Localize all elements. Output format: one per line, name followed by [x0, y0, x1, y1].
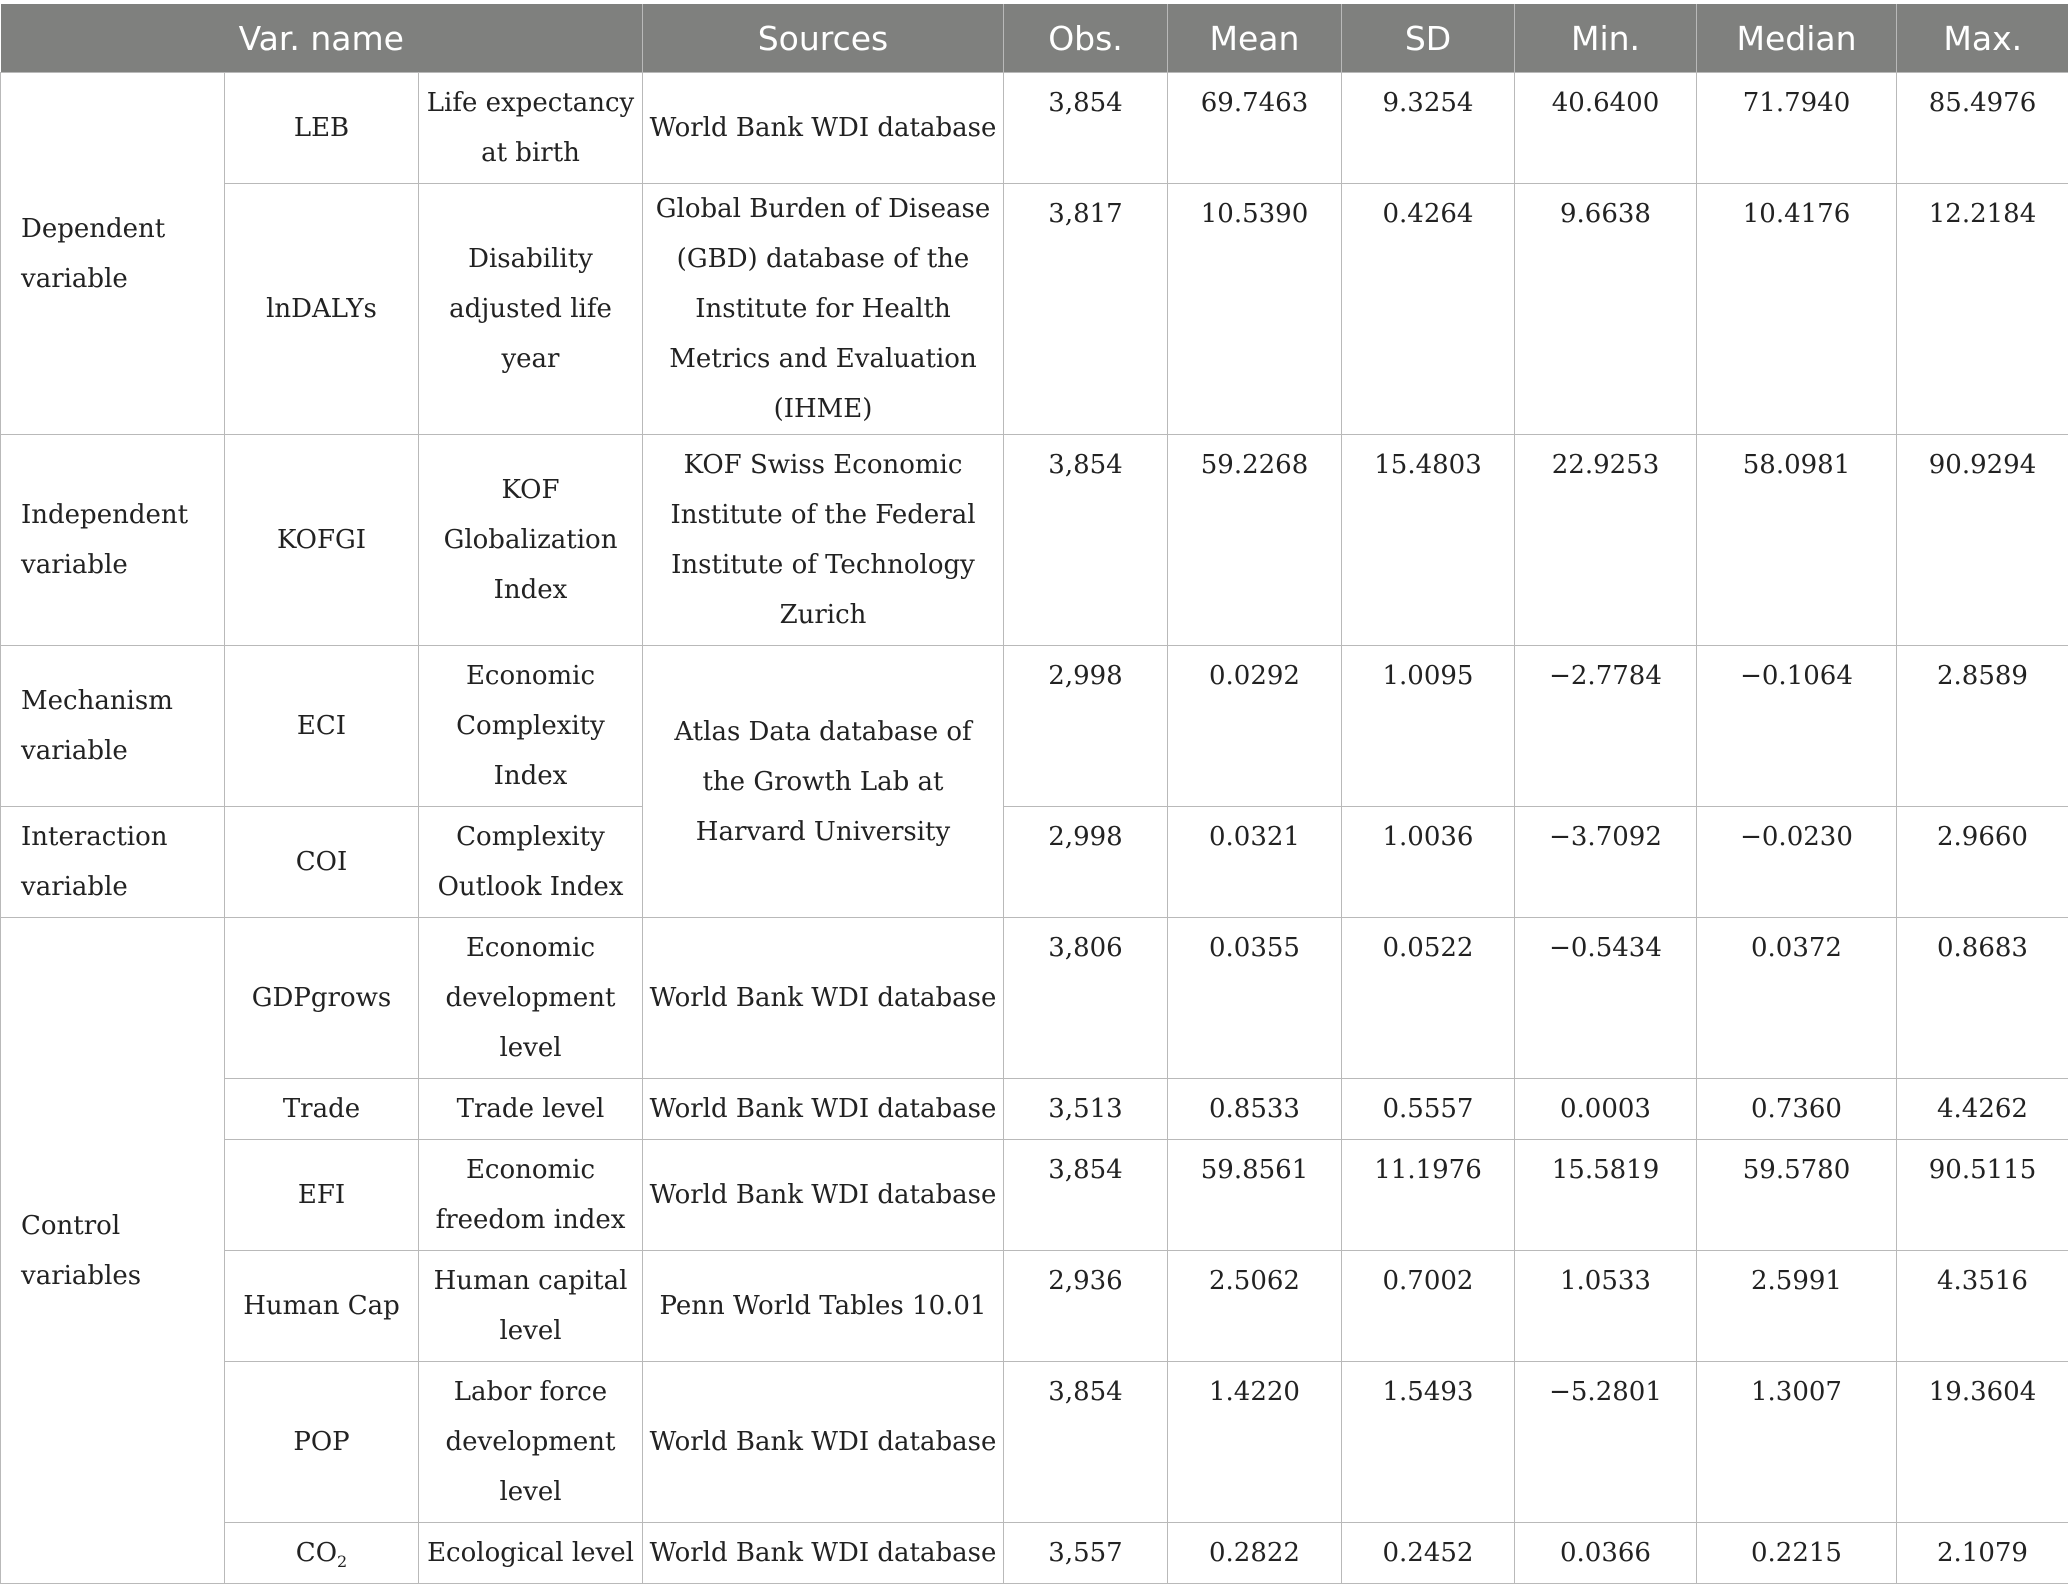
var-source: World Bank WDI database [643, 1523, 1004, 1584]
cell-sd: 0.5557 [1342, 1079, 1515, 1140]
var-source: World Bank WDI database [643, 1140, 1004, 1251]
cell-median: 0.2215 [1697, 1523, 1897, 1584]
var-desc: Economic development level [419, 918, 643, 1079]
var-desc: Economic freedom index [419, 1140, 643, 1251]
cell-max: 12.2184 [1897, 184, 2068, 435]
cell-max: 19.3604 [1897, 1362, 2068, 1523]
header-sd: SD [1342, 4, 1515, 73]
var-desc: Ecological level [419, 1523, 643, 1584]
var-desc: Life expectancy at birth [419, 73, 643, 184]
cell-sd: 0.0522 [1342, 918, 1515, 1079]
var-abbr: EFI [225, 1140, 419, 1251]
cell-max: 0.8683 [1897, 918, 2068, 1079]
cell-max: 2.1079 [1897, 1523, 2068, 1584]
header-median: Median [1697, 4, 1897, 73]
table-row [1, 73, 2068, 184]
cell-max: 2.9660 [1897, 807, 2068, 918]
var-abbr: LEB [225, 73, 419, 184]
cell-mean: 0.0321 [1168, 807, 1342, 918]
cell-mean: 1.4220 [1168, 1362, 1342, 1523]
category-mechanism: Mechanism variable [1, 646, 225, 807]
header-sources: Sources [643, 4, 1004, 73]
cell-median: 10.4176 [1697, 184, 1897, 435]
var-abbr: GDPgrows [225, 918, 419, 1079]
var-abbr: ECI [225, 646, 419, 807]
cell-median: −0.0230 [1697, 807, 1897, 918]
var-desc: KOF Globalization Index [419, 435, 643, 646]
cell-sd: 11.1976 [1342, 1140, 1515, 1251]
header-obs: Obs. [1004, 4, 1168, 73]
table-row [1, 184, 2068, 435]
cell-sd: 1.0036 [1342, 807, 1515, 918]
cell-sd: 1.5493 [1342, 1362, 1515, 1523]
var-abbr-text: CO [296, 1538, 337, 1568]
var-source: KOF Swiss Economic Institute of the Federal Institute of Technology Zurich [643, 435, 1004, 646]
var-abbr: COI [225, 807, 419, 918]
category-dependent: Dependent variable [1, 73, 225, 435]
cell-obs: 3,854 [1004, 435, 1168, 646]
cell-mean: 10.5390 [1168, 184, 1342, 435]
cell-median: 71.7940 [1697, 73, 1897, 184]
cell-obs: 3,513 [1004, 1079, 1168, 1140]
cell-max: 90.5115 [1897, 1140, 2068, 1251]
category-interaction: Interaction variable [1, 807, 225, 918]
cell-min: −2.7784 [1515, 646, 1697, 807]
cell-obs: 3,557 [1004, 1523, 1168, 1584]
header-max: Max. [1897, 4, 2068, 73]
var-source: Global Burden of Disease (GBD) database of the Institute for Health Metrics and Evaluation (IHME) [643, 184, 1004, 435]
cell-mean: 69.7463 [1168, 73, 1342, 184]
cell-sd: 0.7002 [1342, 1251, 1515, 1362]
cell-min: −0.5434 [1515, 918, 1697, 1079]
header-row [1, 4, 2068, 73]
cell-sd: 9.3254 [1342, 73, 1515, 184]
cell-obs: 2,936 [1004, 1251, 1168, 1362]
table-row [1, 1140, 2068, 1251]
var-desc: Labor force development level [419, 1362, 643, 1523]
var-abbr [225, 1523, 419, 1584]
var-abbr: lnDALYs [225, 184, 419, 435]
cell-sd: 15.4803 [1342, 435, 1515, 646]
cell-min: 0.0003 [1515, 1079, 1697, 1140]
table-row [1, 1079, 2068, 1140]
cell-mean: 0.0355 [1168, 918, 1342, 1079]
var-source: World Bank WDI database [643, 1362, 1004, 1523]
cell-obs: 3,854 [1004, 73, 1168, 184]
cell-sd: 1.0095 [1342, 646, 1515, 807]
cell-min: 0.0366 [1515, 1523, 1697, 1584]
var-source: Atlas Data database of the Growth Lab at Harvard University [643, 646, 1004, 918]
cell-median: 1.3007 [1697, 1362, 1897, 1523]
table-row [1, 1251, 2068, 1362]
var-abbr: Trade [225, 1079, 419, 1140]
category-control: Control variables [1, 918, 225, 1584]
cell-mean: 0.8533 [1168, 1079, 1342, 1140]
var-abbr: POP [225, 1362, 419, 1523]
cell-obs: 2,998 [1004, 807, 1168, 918]
cell-obs: 3,806 [1004, 918, 1168, 1079]
cell-median: −0.1064 [1697, 646, 1897, 807]
cell-max: 4.4262 [1897, 1079, 2068, 1140]
cell-sd: 0.2452 [1342, 1523, 1515, 1584]
cell-max: 4.3516 [1897, 1251, 2068, 1362]
descriptive-statistics-table-container [0, 4, 2068, 1548]
table-row [1, 1523, 2068, 1584]
cell-max: 2.8589 [1897, 646, 2068, 807]
var-desc: Human capital level [419, 1251, 643, 1362]
table-row [1, 1362, 2068, 1523]
table-row [1, 807, 2068, 918]
var-abbr-subscript: 2 [337, 1552, 347, 1571]
header-mean: Mean [1168, 4, 1342, 73]
var-desc: Trade level [419, 1079, 643, 1140]
cell-min: 15.5819 [1515, 1140, 1697, 1251]
var-desc: Disability adjusted life year [419, 184, 643, 435]
var-source: World Bank WDI database [643, 1079, 1004, 1140]
cell-min: 22.9253 [1515, 435, 1697, 646]
cell-min: 40.6400 [1515, 73, 1697, 184]
cell-sd: 0.4264 [1342, 184, 1515, 435]
cell-min: 1.0533 [1515, 1251, 1697, 1362]
cell-mean: 59.8561 [1168, 1140, 1342, 1251]
cell-min: 9.6638 [1515, 184, 1697, 435]
cell-obs: 3,817 [1004, 184, 1168, 435]
var-desc: Complexity Outlook Index [419, 807, 643, 918]
cell-median: 2.5991 [1697, 1251, 1897, 1362]
var-desc: Economic Complexity Index [419, 646, 643, 807]
cell-obs: 3,854 [1004, 1362, 1168, 1523]
cell-mean: 2.5062 [1168, 1251, 1342, 1362]
cell-median: 58.0981 [1697, 435, 1897, 646]
var-abbr: KOFGI [225, 435, 419, 646]
cell-max: 85.4976 [1897, 73, 2068, 184]
cell-median: 59.5780 [1697, 1140, 1897, 1251]
table-row [1, 646, 2068, 807]
cell-mean: 0.0292 [1168, 646, 1342, 807]
category-independent: Independent variable [1, 435, 225, 646]
var-abbr: Human Cap [225, 1251, 419, 1362]
header-min: Min. [1515, 4, 1697, 73]
var-source: Penn World Tables 10.01 [643, 1251, 1004, 1362]
cell-max: 90.9294 [1897, 435, 2068, 646]
cell-median: 0.7360 [1697, 1079, 1897, 1140]
header-var-name: Var. name [1, 4, 643, 73]
var-source: World Bank WDI database [643, 918, 1004, 1079]
cell-min: −5.2801 [1515, 1362, 1697, 1523]
table-row [1, 435, 2068, 646]
descriptive-statistics-table [0, 4, 2068, 1584]
cell-mean: 59.2268 [1168, 435, 1342, 646]
var-source: World Bank WDI database [643, 73, 1004, 184]
table-row [1, 918, 2068, 1079]
cell-median: 0.0372 [1697, 918, 1897, 1079]
cell-obs: 3,854 [1004, 1140, 1168, 1251]
cell-mean: 0.2822 [1168, 1523, 1342, 1584]
cell-min: −3.7092 [1515, 807, 1697, 918]
cell-obs: 2,998 [1004, 646, 1168, 807]
